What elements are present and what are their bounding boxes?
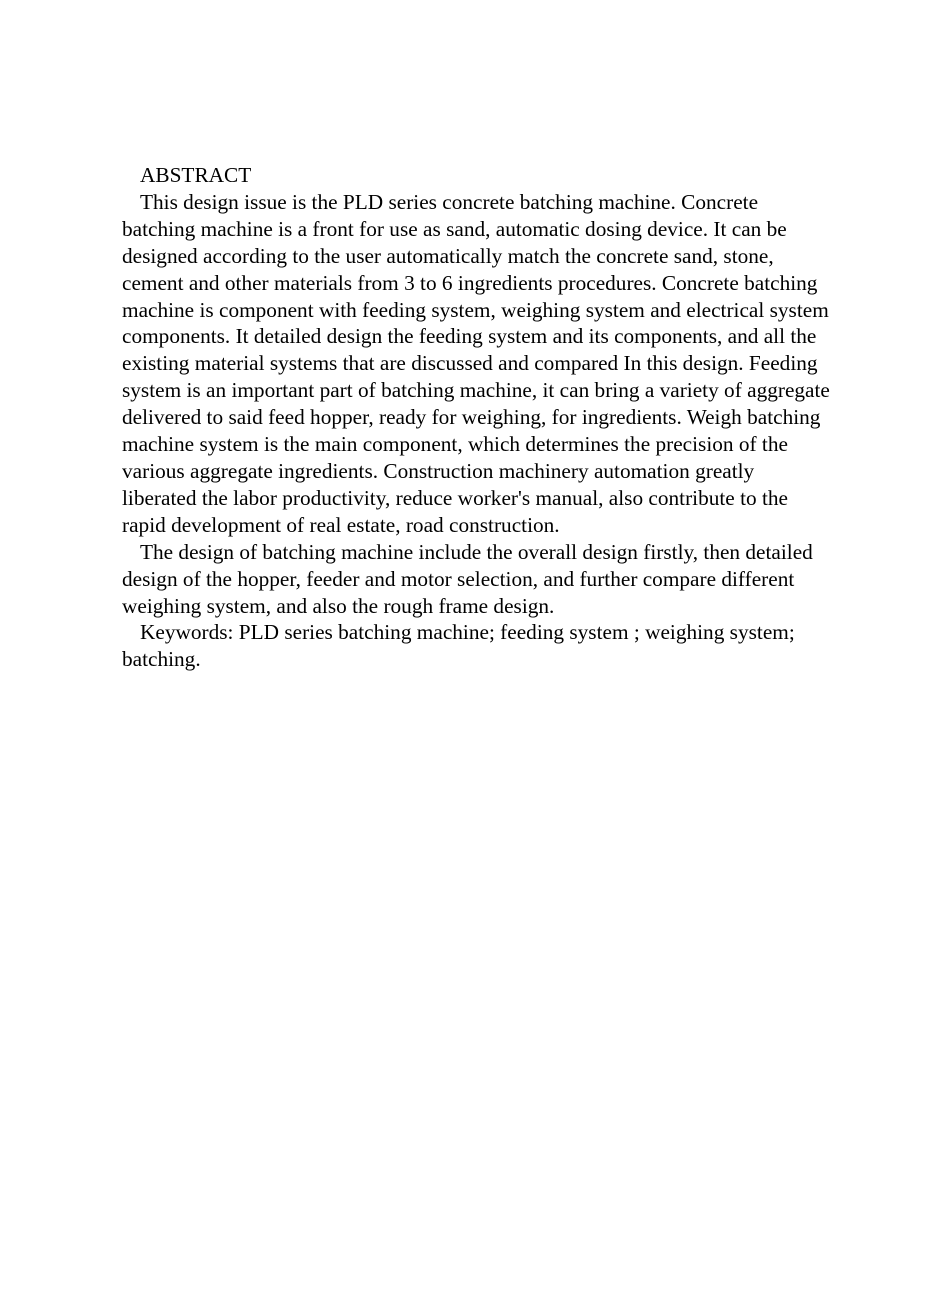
abstract-heading: ABSTRACT [140,163,252,187]
abstract-paragraph-2: The design of batching machine include the overall design firstly, then detailed design of the hopper, feeder and motor selection, and further compare different weighing system, and also the rough frame design. [122,539,813,618]
keywords-paragraph: Keywords: PLD series batching machine; feeding system ; weighing system; batching. [122,620,795,672]
abstract-paragraph-1: This design issue is the PLD series concrete batching machine. Concrete batching machine is a front for use as sand, automatic dosing device. It can be designed according to the user automatically match the concrete sand, stone, cement and other materials from 3 to 6 ingredients procedures. Concrete batching machine is component with feeding system, weighing system and electrical system components. It detailed design the feeding system and its components, and all the existing material systems that are discussed and compared In this design. Feeding system is an important part of batching machine, it can bring a variety of aggregate delivered to said feed hopper, ready for weighing, for ingredients. Weigh batching machine system is the main component, which determines the precision of the various aggregate ingredients. Construction machinery automation greatly liberated the labor productivity, reduce worker's manual, also contribute to the rapid development of real estate, road construction. [122,189,830,537]
document-page [122,162,830,673]
